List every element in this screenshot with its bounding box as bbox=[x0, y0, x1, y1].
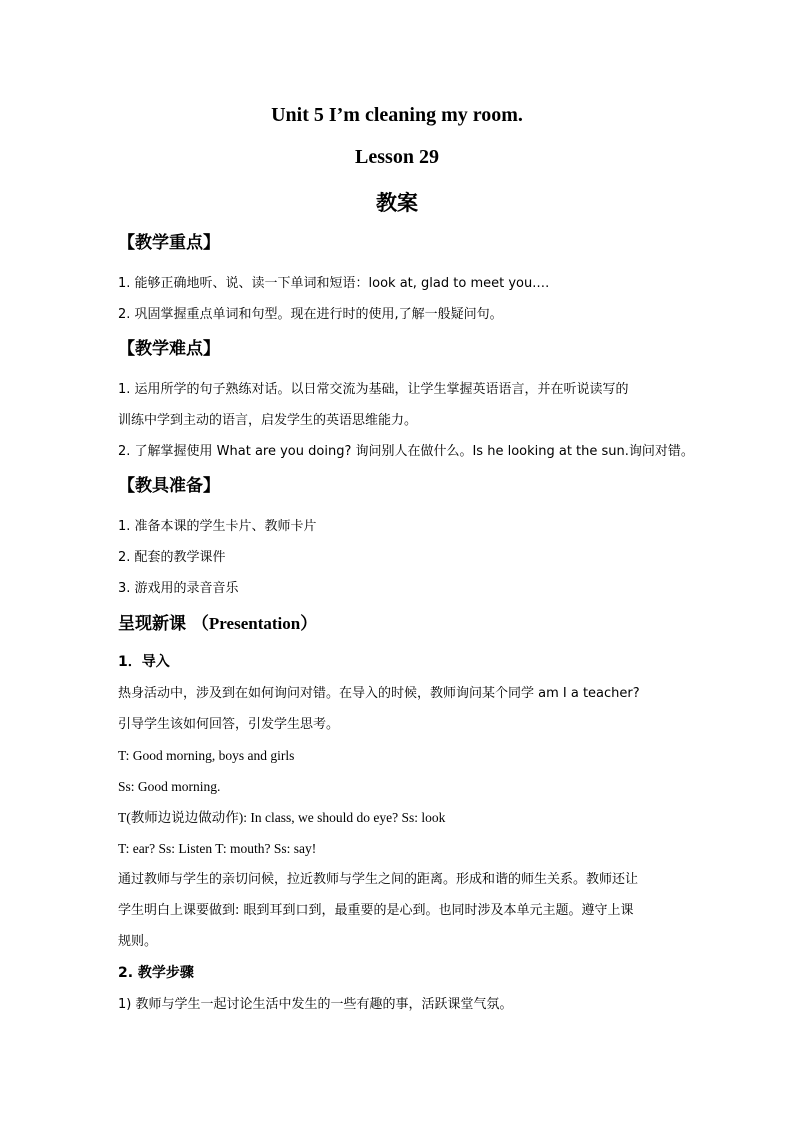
unit-title: Unit 5 I’m cleaning my room. bbox=[271, 104, 523, 126]
document-body bbox=[118, 228, 694, 1020]
materials-item-2: 2. 配套的教学课件 bbox=[118, 550, 226, 565]
difficulty-item-1: 1. 运用所学的句子熟练对话。以日常交流为基础，让学生掌握英语语言，并在听说读写的 bbox=[118, 382, 629, 397]
part1-line-1: 热身活动中，涉及到在如何询问对错。在导入的时候，教师询问某个同学 am I a teacher? bbox=[118, 686, 640, 701]
dialogue-line-1: T: Good morning, boys and girls bbox=[118, 748, 295, 763]
presentation-heading-en: （Presentation） bbox=[191, 614, 318, 633]
section-heading-presentation bbox=[118, 608, 688, 646]
part1-line-8: 学生明白上课要做到: 眼到耳到口到，最重要的是心到。也同时涉及本单元主题。遵守上课 bbox=[118, 903, 634, 918]
materials-item-1: 1. 准备本课的学生卡片、教师卡片 bbox=[118, 519, 317, 534]
focus-item-2: 2. 巩固掌握重点单词和句型。现在进行时的使用,了解一般疑问句。 bbox=[118, 307, 503, 322]
part1-line-9: 规则。 bbox=[118, 934, 158, 949]
difficulty-item-2: 2. 了解掌握使用 What are you doing? 询问别人在做什么。Is he looking at the sun.询问对错。 bbox=[118, 444, 694, 459]
doc-type-title: 教案 bbox=[376, 191, 418, 215]
dialogue-line-4: T: ear? Ss: Listen T: mouth? Ss: say! bbox=[118, 841, 317, 856]
section-heading-difficulty: 【教学难点】 bbox=[118, 339, 220, 359]
part2-line-1: 1) 教师与学生一起讨论生活中发生的一些有趣的事，活跃课堂气氛。 bbox=[118, 997, 513, 1012]
dialogue-line-2: Ss: Good morning. bbox=[118, 779, 221, 794]
part1-heading: 1．导入 bbox=[118, 654, 170, 670]
part2-heading: 2. 教学步骤 bbox=[118, 965, 194, 981]
presentation-heading-cn: 呈现新课 bbox=[118, 614, 192, 634]
lesson-title: Lesson 29 bbox=[355, 146, 439, 168]
difficulty-item-1-cont: 训练中学到主动的语言，启发学生的英语思维能力。 bbox=[118, 413, 418, 428]
section-heading-materials: 【教具准备】 bbox=[118, 476, 220, 496]
materials-item-3: 3. 游戏用的录音音乐 bbox=[118, 581, 239, 596]
focus-item-1: 1. 能够正确地听、说、读一下单词和短语：look at, glad to meet you.… bbox=[118, 276, 550, 291]
dialogue-line-3: T(教师边说边做动作): In class, we should do eye? Ss: look bbox=[118, 810, 446, 825]
section-heading-focus: 【教学重点】 bbox=[118, 233, 220, 253]
part1-line-7: 通过教师与学生的亲切问候，拉近教师与学生之间的距离。形成和谐的师生关系。教师还让 bbox=[118, 872, 639, 887]
part1-line-2: 引导学生该如何回答，引发学生思考。 bbox=[118, 717, 340, 732]
